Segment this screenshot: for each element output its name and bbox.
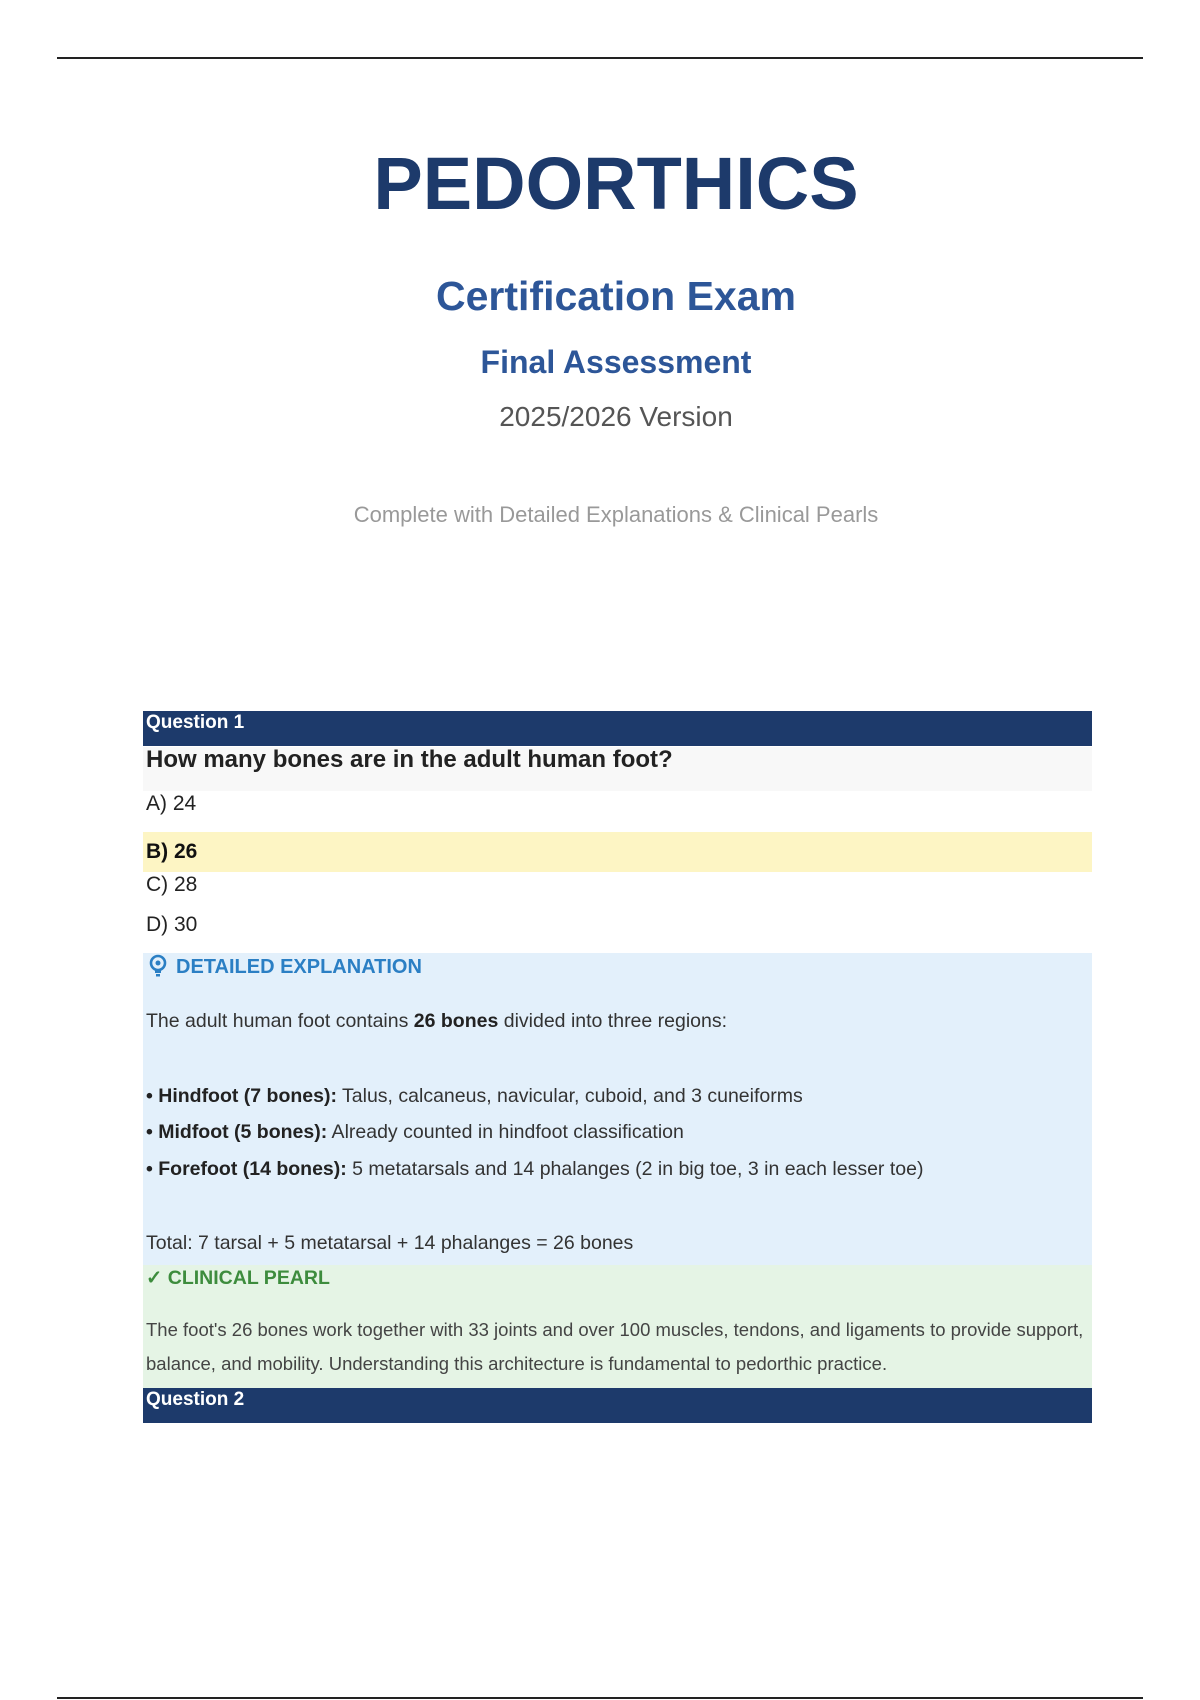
explanation-heading-text: DETAILED EXPLANATION <box>176 956 422 978</box>
question-1-header: Question 1 <box>143 711 1092 746</box>
clinical-pearl-heading: ✓ CLINICAL PEARL <box>146 1267 330 1289</box>
option-c[interactable]: C) 28 <box>146 873 198 896</box>
question-2-header: Question 2 <box>143 1388 1092 1423</box>
assessment-subtitle: Final Assessment <box>480 344 752 380</box>
clinical-pearl <box>143 1265 1092 1388</box>
explanation-bullet-hindfoot: • Hindfoot (7 bones): Talus, calcaneus, navicular, cuboid, and 3 cuneiforms <box>146 1085 803 1107</box>
page-title: PEDORTHICS <box>373 142 859 225</box>
option-a[interactable]: A) 24 <box>146 792 197 815</box>
bottom-rule <box>57 1697 1143 1699</box>
option-b-correct[interactable]: B) 26 <box>143 832 1092 872</box>
explanation-total: Total: 7 tarsal + 5 metatarsal + 14 phalanges = 26 bones <box>146 1232 634 1254</box>
explanation-intro: The adult human foot contains 26 bones divided into three regions: <box>146 1010 728 1032</box>
explanation-bullet-midfoot: • Midfoot (5 bones): Already counted in hindfoot classification <box>146 1121 684 1143</box>
explanation-bullet-forefoot: • Forefoot (14 bones): 5 metatarsals and 14 phalanges (2 in big toe, 3 in each lesser toe) <box>146 1158 924 1180</box>
tagline: Complete with Detailed Explanations & Clinical Pearls <box>353 502 879 527</box>
clinical-pearl-text: The foot's 26 bones work together with 33 joints and over 100 muscles, tendons, and ligaments to provide support, balance, and mobility. Understanding this architecture is fundamental to pedorthic practice. <box>146 1319 1084 1374</box>
question-1-text: How many bones are in the adult human foot? <box>143 747 1092 791</box>
detailed-explanation <box>143 953 1092 1265</box>
exam-subtitle: Certification Exam <box>436 273 796 319</box>
version-label: 2025/2026 Version <box>499 401 733 432</box>
lightbulb-icon <box>148 954 168 978</box>
explanation-heading <box>148 953 422 985</box>
option-d[interactable]: D) 30 <box>146 913 198 936</box>
question-1-block <box>143 0 1092 1700</box>
